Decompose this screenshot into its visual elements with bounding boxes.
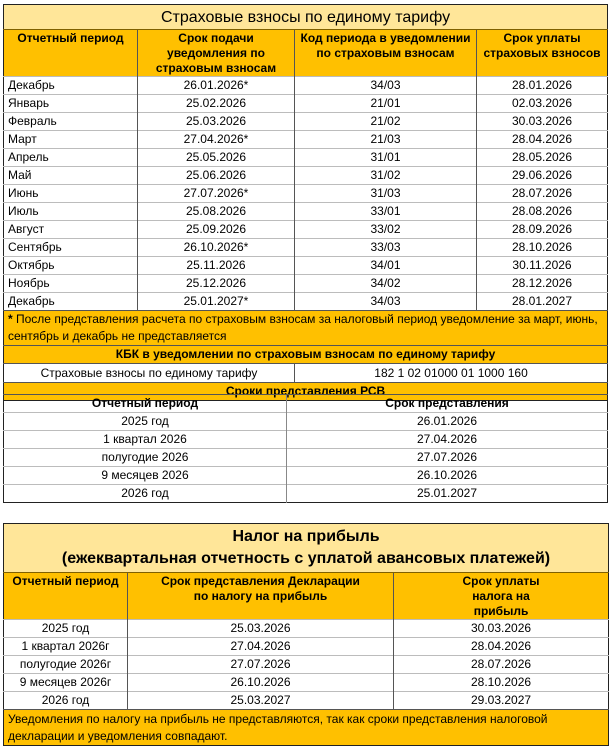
kbk-value: 182 1 02 01000 01 1000 160 bbox=[295, 364, 608, 383]
cell-declaration-deadline: 25.03.2027 bbox=[128, 692, 394, 710]
cell-notice-deadline: 25.06.2026 bbox=[138, 167, 295, 185]
cell-payment-deadline: 28.10.2026 bbox=[394, 674, 609, 692]
table-row bbox=[4, 203, 608, 221]
cell-notice-deadline: 25.09.2026 bbox=[138, 221, 295, 239]
kbk-section-title: КБК в уведомлении по страховым взносам по единому тарифу bbox=[4, 346, 608, 364]
cell-code: 21/01 bbox=[295, 95, 477, 113]
cell-period: Декабрь bbox=[4, 77, 138, 95]
col-header-period: Отчетный период bbox=[4, 573, 128, 620]
cell-period: 9 месяцев 2026 bbox=[4, 467, 287, 485]
table-row bbox=[4, 131, 608, 149]
cell-payment-deadline: 28.10.2026 bbox=[477, 239, 608, 257]
table-row bbox=[4, 95, 608, 113]
cell-payment-deadline: 28.07.2026 bbox=[477, 185, 608, 203]
cell-notice-deadline: 25.05.2026 bbox=[138, 149, 295, 167]
cell-notice-deadline: 25.12.2026 bbox=[138, 275, 295, 293]
cell-payment-deadline: 28.12.2026 bbox=[477, 275, 608, 293]
table-row bbox=[4, 77, 608, 95]
table-row bbox=[4, 185, 608, 203]
col-header-declaration-deadline: Срок представления Декларации по налогу на прибыль bbox=[128, 573, 394, 620]
cell-period: полугодие 2026г bbox=[4, 656, 128, 674]
cell-notice-deadline: 25.11.2026 bbox=[138, 257, 295, 275]
cell-period: Сентябрь bbox=[4, 239, 138, 257]
cell-notice-deadline: 25.02.2026 bbox=[138, 95, 295, 113]
table-row bbox=[4, 485, 608, 503]
cell-payment-deadline: 28.04.2026 bbox=[477, 131, 608, 149]
table-row bbox=[4, 239, 608, 257]
table-row bbox=[4, 275, 608, 293]
cell-period: 2026 год bbox=[4, 692, 128, 710]
col-header-payment-deadline: Срок уплаты страховых взносов bbox=[477, 30, 608, 77]
table-row bbox=[4, 692, 609, 710]
cell-deadline: 27.07.2026 bbox=[287, 449, 608, 467]
cell-payment-deadline: 30.11.2026 bbox=[477, 257, 608, 275]
cell-code: 33/03 bbox=[295, 239, 477, 257]
cell-period: Март bbox=[4, 131, 138, 149]
cell-code: 31/02 bbox=[295, 167, 477, 185]
cell-declaration-deadline: 27.04.2026 bbox=[128, 638, 394, 656]
col-header-payment-deadline: Срок уплаты налога на прибыль bbox=[394, 573, 609, 620]
cell-period: Август bbox=[4, 221, 138, 239]
footnote-asterisk: * bbox=[8, 312, 13, 326]
cell-payment-deadline: 30.03.2026 bbox=[477, 113, 608, 131]
cell-notice-deadline: 25.03.2026 bbox=[138, 113, 295, 131]
cell-notice-deadline: 26.01.2026* bbox=[138, 77, 295, 95]
col-header-notice-deadline: Срок подачи уведомления по страховым взносам bbox=[138, 30, 295, 77]
kbk-row bbox=[4, 364, 608, 383]
cell-period: Январь bbox=[4, 95, 138, 113]
table-row bbox=[4, 449, 608, 467]
table-row bbox=[4, 638, 609, 656]
table-row bbox=[4, 257, 608, 275]
table-row bbox=[4, 431, 608, 449]
cell-payment-deadline: 29.03.2027 bbox=[394, 692, 609, 710]
cell-payment-deadline: 30.03.2026 bbox=[394, 620, 609, 638]
footnote-text: После представления расчета по страховым взносам за налоговый период уведомление за март, июнь, сентябрь и декабрь не представляется bbox=[8, 312, 598, 343]
cell-declaration-deadline: 25.03.2026 bbox=[128, 620, 394, 638]
profit-tax-title-line2: (ежеквартальная отчетность с уплатой авансовых платежей) bbox=[61, 550, 551, 567]
cell-payment-deadline: 29.06.2026 bbox=[477, 167, 608, 185]
cell-period: полугодие 2026 bbox=[4, 449, 287, 467]
cell-notice-deadline: 26.10.2026* bbox=[138, 239, 295, 257]
cell-period: Июль bbox=[4, 203, 138, 221]
cell-period: 2025 год bbox=[4, 413, 287, 431]
cell-period: Апрель bbox=[4, 149, 138, 167]
table-row bbox=[4, 149, 608, 167]
cell-code: 33/02 bbox=[295, 221, 477, 239]
table-row bbox=[4, 620, 609, 638]
col-header-period: Отчетный период bbox=[4, 30, 138, 77]
table-row bbox=[4, 221, 608, 239]
rsv-section-title: Сроки представления РСВ bbox=[4, 383, 608, 401]
cell-payment-deadline: 28.07.2026 bbox=[394, 656, 609, 674]
cell-period: Февраль bbox=[4, 113, 138, 131]
rsv-col-header-period: Отчетный период bbox=[4, 395, 287, 413]
cell-payment-deadline: 28.09.2026 bbox=[477, 221, 608, 239]
cell-code: 34/03 bbox=[295, 77, 477, 95]
cell-code: 31/01 bbox=[295, 149, 477, 167]
rsv-col-header-deadline: Срок представления bbox=[287, 395, 608, 413]
table-row bbox=[4, 113, 608, 131]
cell-period: 1 квартал 2026 bbox=[4, 431, 287, 449]
table-row bbox=[4, 467, 608, 485]
table-row bbox=[4, 293, 608, 311]
cell-notice-deadline: 25.01.2027* bbox=[138, 293, 295, 311]
cell-period: Декабрь bbox=[4, 293, 138, 311]
insurance-contributions-table bbox=[3, 4, 608, 401]
cell-notice-deadline: 27.07.2026* bbox=[138, 185, 295, 203]
cell-payment-deadline: 28.04.2026 bbox=[394, 638, 609, 656]
cell-period: Ноябрь bbox=[4, 275, 138, 293]
cell-code: 33/01 bbox=[295, 203, 477, 221]
cell-notice-deadline: 27.04.2026* bbox=[138, 131, 295, 149]
cell-deadline: 25.01.2027 bbox=[287, 485, 608, 503]
col-header-period-code: Код периода в уведомлении по страховым взносам bbox=[295, 30, 477, 77]
cell-period: 2026 год bbox=[4, 485, 287, 503]
cell-deadline: 26.10.2026 bbox=[287, 467, 608, 485]
kbk-label: Страховые взносы по единому тарифу bbox=[4, 364, 295, 383]
cell-payment-deadline: 28.05.2026 bbox=[477, 149, 608, 167]
cell-payment-deadline: 02.03.2026 bbox=[477, 95, 608, 113]
cell-code: 34/01 bbox=[295, 257, 477, 275]
cell-deadline: 27.04.2026 bbox=[287, 431, 608, 449]
table-row bbox=[4, 167, 608, 185]
table-row bbox=[4, 656, 609, 674]
table-row bbox=[4, 674, 609, 692]
footnote bbox=[4, 311, 608, 346]
cell-period: 2025 год bbox=[4, 620, 128, 638]
profit-tax-title-line1: Налог на прибыль bbox=[232, 528, 380, 545]
cell-code: 34/02 bbox=[295, 275, 477, 293]
cell-period: 1 квартал 2026г bbox=[4, 638, 128, 656]
cell-notice-deadline: 25.08.2026 bbox=[138, 203, 295, 221]
cell-code: 21/02 bbox=[295, 113, 477, 131]
cell-declaration-deadline: 26.10.2026 bbox=[128, 674, 394, 692]
profit-tax-table bbox=[3, 523, 609, 746]
cell-code: 34/03 bbox=[295, 293, 477, 311]
cell-period: Октябрь bbox=[4, 257, 138, 275]
cell-period: Июнь bbox=[4, 185, 138, 203]
cell-declaration-deadline: 27.07.2026 bbox=[128, 656, 394, 674]
cell-code: 21/03 bbox=[295, 131, 477, 149]
insurance-table-title: Страховые взносы по единому тарифу bbox=[4, 5, 608, 30]
cell-period: Май bbox=[4, 167, 138, 185]
cell-deadline: 26.01.2026 bbox=[287, 413, 608, 431]
table-row bbox=[4, 413, 608, 431]
cell-code: 31/03 bbox=[295, 185, 477, 203]
cell-period: 9 месяцев 2026г bbox=[4, 674, 128, 692]
cell-payment-deadline: 28.01.2027 bbox=[477, 293, 608, 311]
rsv-deadlines-table bbox=[3, 394, 608, 503]
cell-payment-deadline: 28.01.2026 bbox=[477, 77, 608, 95]
cell-payment-deadline: 28.08.2026 bbox=[477, 203, 608, 221]
profit-tax-note: Уведомления по налогу на прибыль не представляются, так как сроки представления налоговой декларации и уведомления совпадают. bbox=[4, 710, 609, 746]
profit-tax-title bbox=[4, 524, 609, 573]
